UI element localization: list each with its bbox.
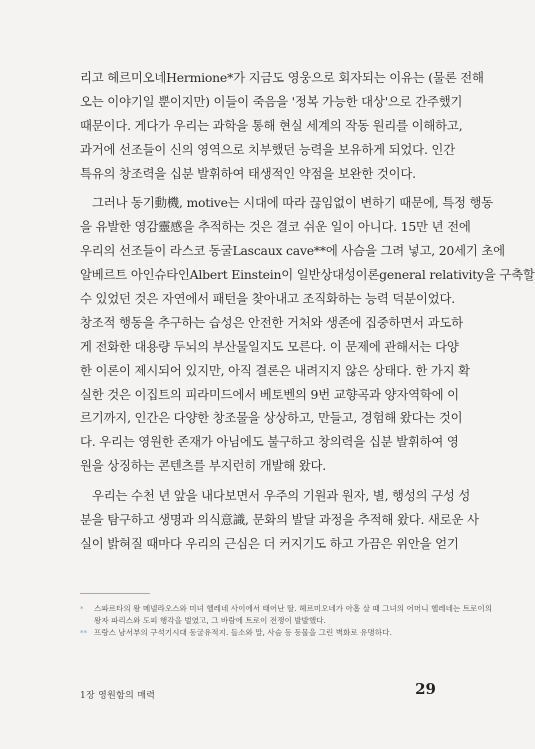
body-line: 한 이론이 제시되어 있지만, 아직 결론은 내려지지 않은 상태다. 한 가지 확 bbox=[80, 362, 470, 378]
footnote-mark: ** bbox=[80, 629, 87, 637]
body-line: 실한 것은 이집트의 피라미드에서 베토벤의 9번 교향곡과 양자역학에 이 bbox=[80, 386, 459, 402]
body-line: 그러나 동기動機, motive는 시대에 따라 끊임없이 변하기 때문에, 특정 행동 bbox=[92, 195, 494, 211]
body-line: 특유의 창조력을 십분 발휘하여 태생적인 약점을 보완한 것이다. bbox=[80, 165, 416, 181]
footnote-text bbox=[94, 603, 492, 627]
body-line: 원을 상징하는 콘텐츠를 부지런히 개발해 왔다. bbox=[80, 458, 327, 474]
body-line: 수 있었던 것은 자연에서 패턴을 찾아내고 조직화하는 능력 덕분이었다. bbox=[80, 291, 455, 307]
body-line: 을 유발한 영감靈感을 추적하는 것은 결코 쉬운 일이 아니다. 15만 년 전에 bbox=[80, 219, 471, 235]
body-line: 우리의 선조들이 라스코 동굴Lascaux cave**에 사슴을 그려 넣고, 20세기 초에 bbox=[80, 243, 505, 259]
footnote bbox=[80, 627, 450, 639]
body-line: 실이 밝혀질 때마다 우리의 근심은 더 커지기도 하고 가끔은 위안을 얻기 bbox=[80, 535, 459, 551]
body-line: 과거에 선조들이 신의 영역으로 치부했던 능력을 보유하게 되었다. 인간 bbox=[80, 141, 455, 157]
footnotes bbox=[80, 603, 493, 639]
body-text bbox=[80, 66, 535, 556]
body-line: 게 전화한 대용량 두뇌의 부산물일지도 모른다. 이 문제에 관해서는 다양 bbox=[80, 338, 459, 354]
running-footer-chapter: 1장 영원함의 매력 bbox=[80, 691, 156, 701]
body-line: 다. 우리는 영원한 존재가 아님에도 불구하고 창의력을 십분 발휘하여 영 bbox=[80, 434, 459, 450]
body-line: 오는 이야기일 뿐이지만) 이들이 죽음을 '정복 가능한 대상'으로 간주했기 bbox=[80, 93, 463, 109]
body-line: 때문이다. 게다가 우리는 과학을 통해 현실 세계의 작동 원리를 이해하고, bbox=[80, 117, 463, 133]
body-line: 알베르트 아인슈타인Albert Einstein이 일반상대성이론general relativity을 구축할 bbox=[80, 267, 535, 283]
footnote-text bbox=[94, 627, 450, 639]
body-line: 창조적 행동을 추구하는 습성은 안전한 거처와 생존에 집중하면서 과도하 bbox=[80, 314, 463, 330]
footnote-line: 왕자 파리스와 도피 행각을 벌였고, 그 바람에 트로이 전쟁이 발발했다. bbox=[94, 616, 326, 625]
footnote-divider bbox=[80, 593, 150, 594]
footnote-mark: * bbox=[80, 605, 84, 613]
footnote-line: 스파르타의 왕 메넬라오스와 미녀 헬레네 사이에서 태어난 딸. 헤르미오네가 아홉 살 때 그녀의 어머니 헬레네는 트로이의 bbox=[94, 604, 493, 613]
body-line: 리고 헤르미오네Hermione*가 지금도 영웅으로 회자되는 이유는 (물론 전해 bbox=[80, 70, 484, 85]
body-line: 르기까지, 인간은 다양한 창조물을 상상하고, 만들고, 경험해 왔다는 것이 bbox=[80, 410, 463, 426]
body-line: 분을 탐구하고 생명과 의식意識, 문화의 발달 과정을 추적해 왔다. 새로운 사 bbox=[80, 512, 479, 528]
body-line: 우리는 수천 년 앞을 내다보면서 우주의 기원과 원자, 별, 행성의 구성 성 bbox=[92, 488, 471, 504]
footnote-line: 프랑스 남서부의 구석기시대 동굴유적지. 들소와 말, 사슴 등 동물을 그린 벽화로 유명하다. bbox=[94, 628, 392, 637]
page-number: 29 bbox=[415, 680, 436, 698]
footnote bbox=[80, 603, 493, 627]
